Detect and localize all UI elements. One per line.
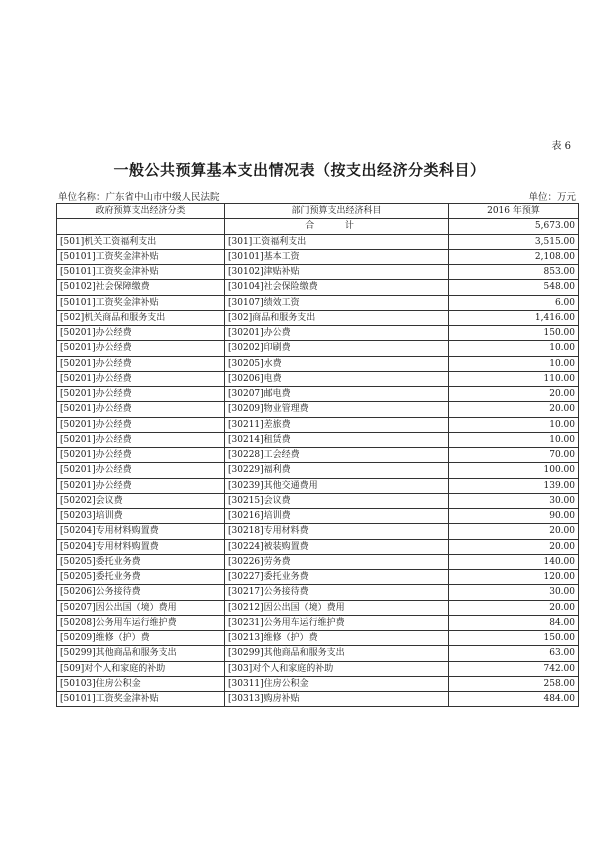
table-row — [57, 646, 579, 661]
gov-class-cell: [50201]办公经费 — [57, 463, 225, 478]
dept-item-cell: [30205]水费 — [225, 356, 449, 371]
dept-item-cell: [30227]委托业务费 — [225, 570, 449, 585]
gov-class-cell: [50201]办公经费 — [57, 371, 225, 386]
table-row — [57, 509, 579, 524]
budget-value-cell: 90.00 — [449, 509, 579, 524]
dept-item-cell: [30216]培训费 — [225, 509, 449, 524]
budget-value-cell: 3,515.00 — [449, 234, 579, 249]
table-row — [57, 356, 579, 371]
dept-item-cell: [30213]维修（护）费 — [225, 631, 449, 646]
budget-value-cell: 1,416.00 — [449, 310, 579, 325]
table-row — [57, 585, 579, 600]
budget-value-cell: 70.00 — [449, 448, 579, 463]
budget-value-cell: 853.00 — [449, 265, 579, 280]
budget-table — [56, 203, 579, 707]
budget-value-cell: 258.00 — [449, 676, 579, 691]
gov-class-cell: [50201]办公经费 — [57, 402, 225, 417]
table-row — [57, 692, 579, 707]
gov-class-cell: [50205]委托业务费 — [57, 570, 225, 585]
dept-item-cell: [30102]津贴补贴 — [225, 265, 449, 280]
budget-value-cell: 10.00 — [449, 356, 579, 371]
gov-class-cell: [50205]委托业务费 — [57, 554, 225, 569]
table-row — [57, 371, 579, 386]
budget-value-cell: 30.00 — [449, 585, 579, 600]
gov-class-cell: [50201]办公经费 — [57, 326, 225, 341]
gov-class-cell: [50204]专用材料购置费 — [57, 539, 225, 554]
gov-class-cell: [50201]办公经费 — [57, 448, 225, 463]
table-row — [57, 524, 579, 539]
gov-class-cell: [50202]会议费 — [57, 493, 225, 508]
table-row — [57, 249, 579, 264]
table-row — [57, 295, 579, 310]
table-row — [57, 570, 579, 585]
total-label: 合 计 — [225, 219, 449, 234]
table-row — [57, 631, 579, 646]
budget-value-cell: 10.00 — [449, 341, 579, 356]
budget-value-cell: 63.00 — [449, 646, 579, 661]
total-value: 5,673.00 — [449, 219, 579, 234]
table-row — [57, 234, 579, 249]
gov-class-cell: [50299]其他商品和服务支出 — [57, 646, 225, 661]
budget-value-cell: 140.00 — [449, 554, 579, 569]
gov-class-cell: [509]对个人和家庭的补助 — [57, 661, 225, 676]
gov-class-cell: [50201]办公经费 — [57, 356, 225, 371]
table-row — [57, 402, 579, 417]
page-label: 表 6 — [551, 141, 571, 152]
meta-line — [58, 189, 576, 203]
table-row — [57, 478, 579, 493]
budget-value-cell: 150.00 — [449, 631, 579, 646]
dept-item-cell: [30206]电费 — [225, 371, 449, 386]
gov-class-cell: [50209]维修（护）费 — [57, 631, 225, 646]
gov-class-cell: [50203]培训费 — [57, 509, 225, 524]
gov-class-cell: [50201]办公经费 — [57, 478, 225, 493]
budget-value-cell: 742.00 — [449, 661, 579, 676]
gov-class-cell: [50101]工资奖金津补贴 — [57, 295, 225, 310]
dept-item-cell: [30211]差旅费 — [225, 417, 449, 432]
budget-value-cell: 548.00 — [449, 280, 579, 295]
budget-value-cell: 30.00 — [449, 493, 579, 508]
dept-item-cell: [30202]印刷费 — [225, 341, 449, 356]
header-budget: 2016 年预算 — [449, 204, 579, 219]
dept-item-cell: [30231]公务用车运行维护费 — [225, 615, 449, 630]
dept-item-cell: [30212]因公出国（境）费用 — [225, 600, 449, 615]
budget-value-cell: 2,108.00 — [449, 249, 579, 264]
dept-item-cell: [30229]福利费 — [225, 463, 449, 478]
header-gov-class: 政府预算支出经济分类 — [57, 204, 225, 219]
table-row — [57, 600, 579, 615]
gov-class-cell: [50101]工资奖金津补贴 — [57, 692, 225, 707]
gov-class-cell: [50207]因公出国（境）费用 — [57, 600, 225, 615]
budget-value-cell: 84.00 — [449, 615, 579, 630]
unit-name: 单位名称：广东省中山市中级人民法院 — [58, 192, 220, 203]
gov-class-cell: [50206]公务接待费 — [57, 585, 225, 600]
total-empty-cell — [57, 219, 225, 234]
table-row — [57, 493, 579, 508]
dept-item-cell: [30209]物业管理费 — [225, 402, 449, 417]
dept-item-cell: [30217]公务接待费 — [225, 585, 449, 600]
gov-class-cell: [50201]办公经费 — [57, 417, 225, 432]
header-row — [57, 204, 579, 219]
dept-item-cell: [30215]会议费 — [225, 493, 449, 508]
budget-value-cell: 150.00 — [449, 326, 579, 341]
unit-label: 单位：万元 — [528, 192, 576, 203]
dept-item-cell: [301]工资福利支出 — [225, 234, 449, 249]
gov-class-cell: [50101]工资奖金津补贴 — [57, 265, 225, 280]
table-row — [57, 341, 579, 356]
dept-item-cell: [30299]其他商品和服务支出 — [225, 646, 449, 661]
budget-value-cell: 110.00 — [449, 371, 579, 386]
dept-item-cell: [30101]基本工资 — [225, 249, 449, 264]
table-row — [57, 448, 579, 463]
budget-value-cell: 484.00 — [449, 692, 579, 707]
dept-item-cell: [30313]购房补贴 — [225, 692, 449, 707]
dept-item-cell: [30239]其他交通费用 — [225, 478, 449, 493]
budget-value-cell: 20.00 — [449, 539, 579, 554]
gov-class-cell: [50204]专用材料购置费 — [57, 524, 225, 539]
gov-class-cell: [50201]办公经费 — [57, 387, 225, 402]
table-row — [57, 432, 579, 447]
budget-value-cell: 120.00 — [449, 570, 579, 585]
table-row — [57, 676, 579, 691]
dept-item-cell: [30311]住房公积金 — [225, 676, 449, 691]
budget-value-cell: 139.00 — [449, 478, 579, 493]
budget-value-cell: 20.00 — [449, 600, 579, 615]
budget-value-cell: 20.00 — [449, 402, 579, 417]
dept-item-cell: [30201]办公费 — [225, 326, 449, 341]
gov-class-cell: [502]机关商品和服务支出 — [57, 310, 225, 325]
budget-value-cell: 10.00 — [449, 417, 579, 432]
dept-item-cell: [30107]绩效工资 — [225, 295, 449, 310]
page-title: 一般公共预算基本支出情况表（按支出经济分类科目） — [113, 161, 486, 179]
gov-class-cell: [50102]社会保障缴费 — [57, 280, 225, 295]
table-row — [57, 280, 579, 295]
budget-value-cell: 20.00 — [449, 524, 579, 539]
dept-item-cell: [303]对个人和家庭的补助 — [225, 661, 449, 676]
dept-item-cell: [30214]租赁费 — [225, 432, 449, 447]
dept-item-cell: [30224]被装购置费 — [225, 539, 449, 554]
table-row — [57, 554, 579, 569]
dept-item-cell: [30218]专用材料费 — [225, 524, 449, 539]
table-row — [57, 326, 579, 341]
dept-item-cell: [30104]社会保险缴费 — [225, 280, 449, 295]
header-dept-item: 部门预算支出经济科目 — [225, 204, 449, 219]
gov-class-cell: [50101]工资奖金津补贴 — [57, 249, 225, 264]
table-row — [57, 615, 579, 630]
dept-item-cell: [30226]劳务费 — [225, 554, 449, 569]
budget-value-cell: 100.00 — [449, 463, 579, 478]
table-row — [57, 417, 579, 432]
table-row — [57, 387, 579, 402]
dept-item-cell: [302]商品和服务支出 — [225, 310, 449, 325]
gov-class-cell: [50103]住房公积金 — [57, 676, 225, 691]
dept-item-cell: [30228]工会经费 — [225, 448, 449, 463]
budget-value-cell: 10.00 — [449, 432, 579, 447]
dept-item-cell: [30207]邮电费 — [225, 387, 449, 402]
table-row — [57, 661, 579, 676]
gov-class-cell: [50201]办公经费 — [57, 432, 225, 447]
gov-class-cell: [50208]公务用车运行维护费 — [57, 615, 225, 630]
gov-class-cell: [501]机关工资福利支出 — [57, 234, 225, 249]
total-row — [57, 219, 579, 234]
table-row — [57, 463, 579, 478]
gov-class-cell: [50201]办公经费 — [57, 341, 225, 356]
table-row — [57, 310, 579, 325]
budget-value-cell: 20.00 — [449, 387, 579, 402]
budget-value-cell: 6.00 — [449, 295, 579, 310]
table-row — [57, 265, 579, 280]
table-row — [57, 539, 579, 554]
